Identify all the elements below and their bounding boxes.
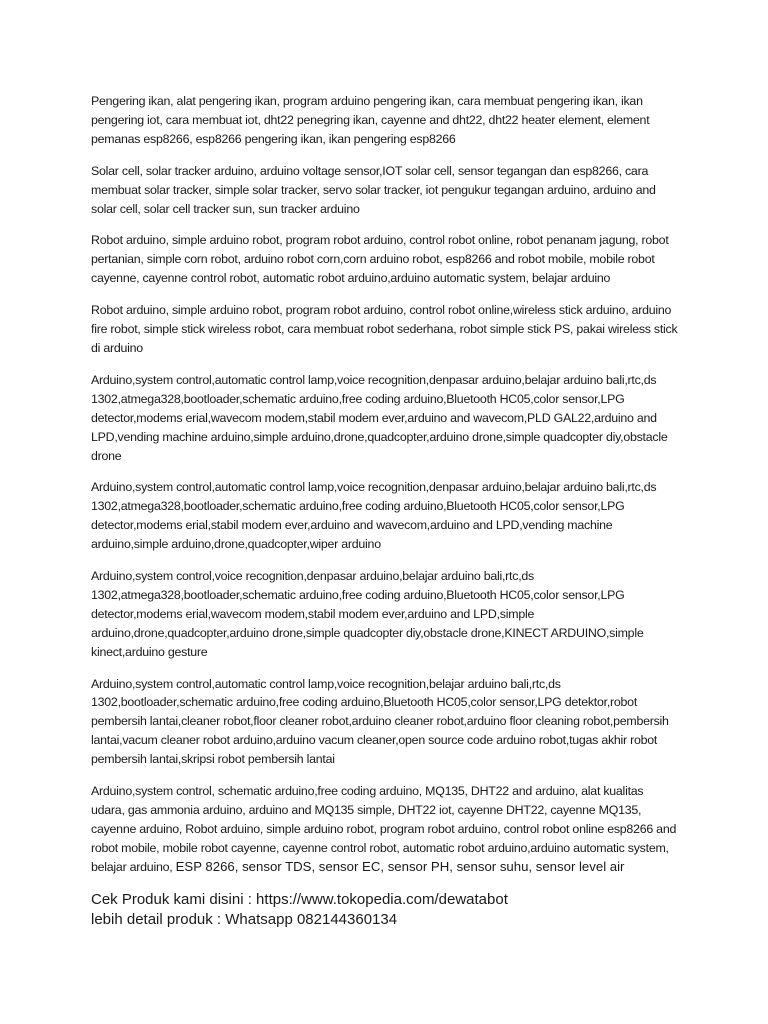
paragraph-air-quality-main: Arduino,system control, schematic arduino,free coding arduino, MQ135, DHT22 and arduino, alat kualitas udara, gas ammonia arduino, arduino and MQ135 simple, DHT22 iot, cayenne DHT22, cayenne MQ135, cayenne arduino, Robot arduino, simple arduino robot, program robot arduino, control robot online esp8266 and robot mobile, mobile robot cayenne, cayenne control robot, automatic robot arduino,arduino automatic system, belajar arduino, [91,784,677,874]
paragraph-kinect-gesture: Arduino,system control,voice recognition,denpasar arduino,belajar arduino bali,rtc,ds 1302,atmega328,bootloader,schematic arduino,free coding arduino,Bluetooth HC05,color sensor,LPG detector,modems erial,wavecom modem,stabil modem ever,arduino and LPD,simple arduino,drone,quadcopter,arduino drone,simple quadcopter diy,obstacle drone,KINECT ARDUINO,simple kinect,arduino gesture [91,569,644,659]
paragraph-corn-robot: Robot arduino, simple arduino robot, program robot arduino, control robot online, robot penanam jagung, robot pertanian, simple corn robot, arduino robot corn,corn arduino robot, esp8266 and robot mobile, mobile robot cayenne, cayenne control robot, automatic robot arduino,arduino automatic system, belajar arduino [91,233,669,286]
paragraph-air-quality [91,782,678,877]
contact-footer [91,890,678,930]
paragraph-fish-dryer: Pengering ikan, alat pengering ikan, program arduino pengering ikan, cara membuat pengering ikan, ikan pengering iot, cara membuat iot, dht22 penegring ikan, cayenne and dht22, dht22 heater element, element pemanas esp8266, esp8266 pengering ikan, ikan pengering esp8266 [91,94,650,146]
paragraph-floor-cleaner: Arduino,system control,automatic control lamp,voice recognition,belajar arduino bali,rtc,ds 1302,bootloader,schematic arduino,free coding arduino,Bluetooth HC05,color sensor,LPG detektor,robot pembersih lantai,cleaner robot,floor cleaner robot,arduino cleaner robot,arduino floor cleaning robot,pembersih lantai,vacum cleaner robot arduino,arduino vacum cleaner,open source code arduino robot,tugas akhir robot pembersih lantai,skripsi robot pembersih lantai [91,676,669,767]
paragraph-system-control-wiper: Arduino,system control,automatic control lamp,voice recognition,denpasar arduino,belajar arduino bali,rtc,ds 1302,atmega328,bootloader,schematic arduino,free coding arduino,Bluetooth HC05,color sensor,LPG detector,modems erial,stabil modem ever,arduino and wavecom,arduino and LPD,vending machine arduino,simple arduino,drone,quadcopter,wiper arduino [91,480,657,552]
paragraph-wireless-stick-robot: Robot arduino, simple arduino robot, program robot arduino, control robot online,wireless stick arduino, arduino fire robot, simple stick wireless robot, cara membuat robot sederhana, robot simple stick PS, pakai wireless stick di arduino [91,303,678,355]
paragraph-system-control-drone: Arduino,system control,automatic control lamp,voice recognition,denpasar arduino,belajar arduino bali,rtc,ds 1302,atmega328,bootloader,schematic arduino,free coding arduino,Bluetooth HC05,color sensor,LPG detector,modems erial,wavecom modem,stabil modem ever,arduino and wavecom,PLD GAL22,arduino and LPD,vending machine arduino,simple arduino,drone,quadcopter,arduino drone,simple quadcopter diy,obstacle drone [91,372,668,463]
paragraph-air-quality-tail: ESP 8266, sensor TDS, sensor EC, sensor PH, sensor suhu, sensor level air [175,858,625,874]
tokopedia-link-line[interactable]: Cek Produk kami disini : https://www.tokopedia.com/dewatabot [91,890,508,908]
paragraph-solar-cell: Solar cell, solar tracker arduino, arduino voltage sensor,IOT solar cell, sensor tegangan dan esp8266, cara membuat solar tracker, simple solar tracker, servo solar tracker, iot pengukur tegangan arduino, arduino and solar cell, solar cell tracker sun, sun tracker arduino [91,163,656,216]
whatsapp-contact-line: lebih detail produk : Whatsapp 082144360134 [91,910,398,928]
